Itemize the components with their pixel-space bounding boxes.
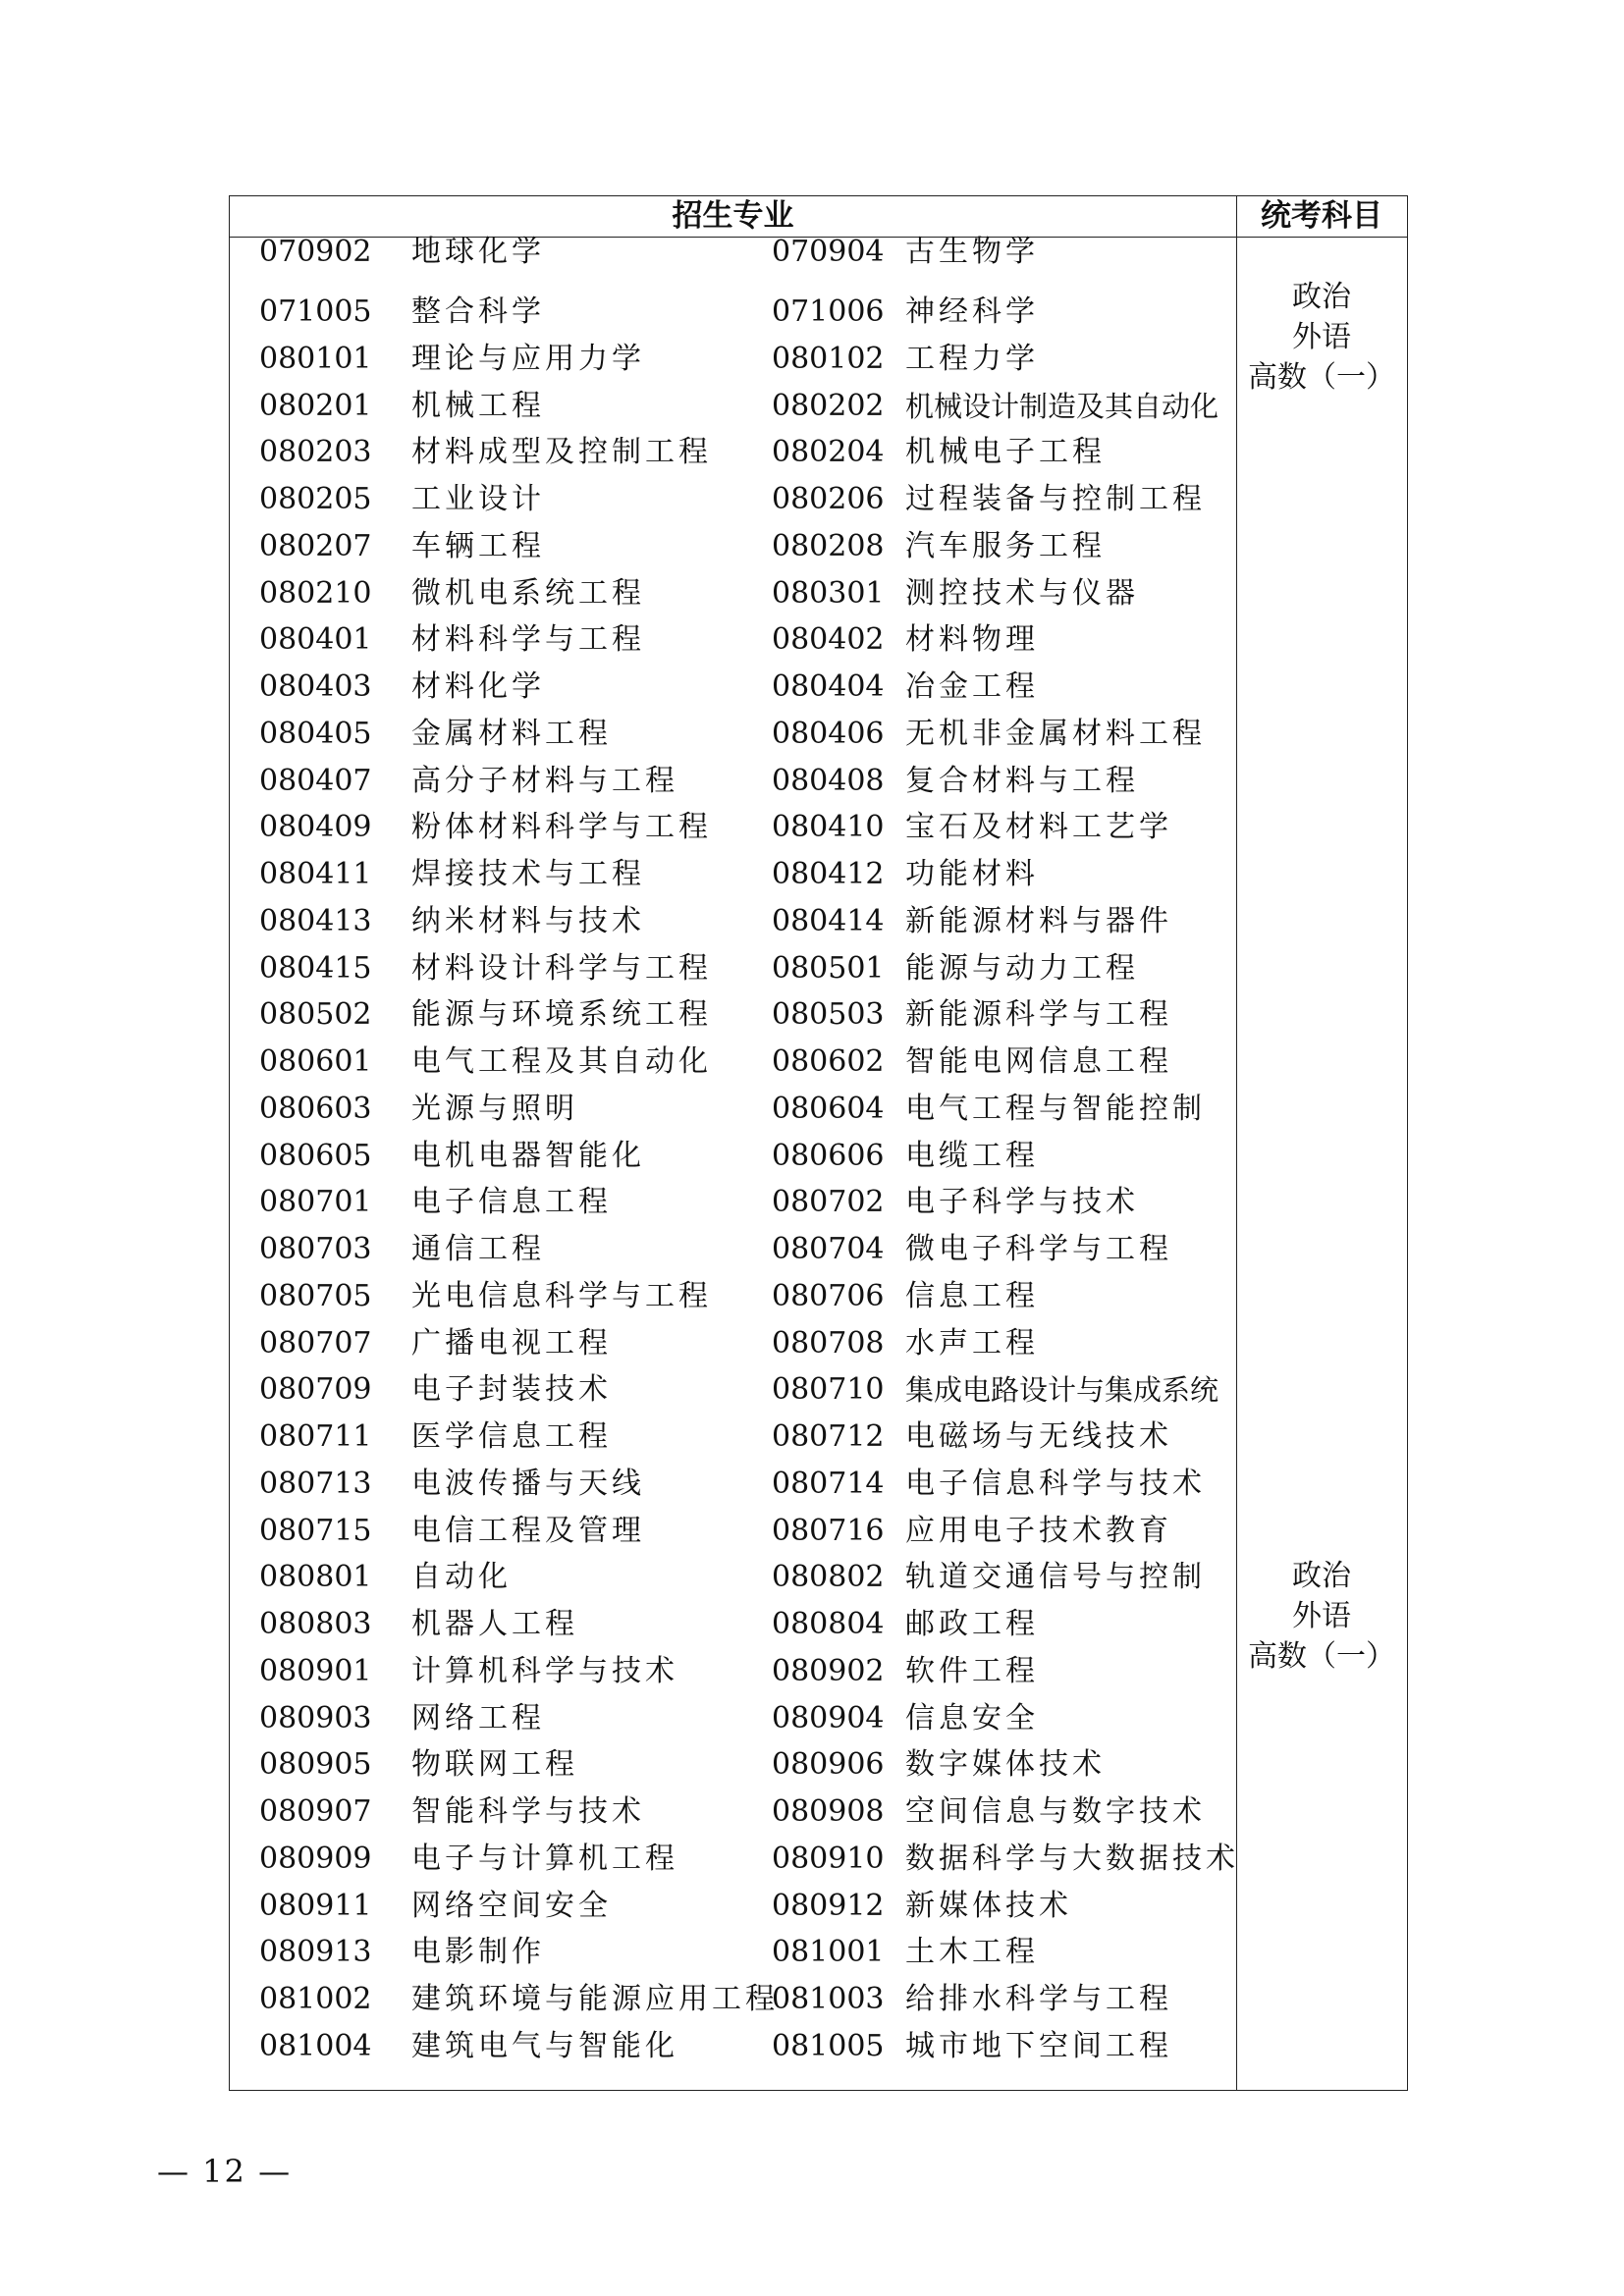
major-name: 宝石及材料工艺学: [905, 810, 1172, 844]
major-code: 080604: [772, 1092, 885, 1126]
major-name: 应用电子技术教育: [905, 1514, 1172, 1548]
major-name: 给排水科学与工程: [905, 1982, 1172, 2016]
major-code: 080904: [772, 1701, 885, 1735]
major-name: 计算机科学与技术: [411, 1654, 678, 1688]
major-name: 纳米材料与技术: [411, 904, 645, 938]
major-code: 080204: [772, 435, 885, 469]
major-code: 080606: [772, 1139, 885, 1173]
major-name: 城市地下空间工程: [905, 2029, 1172, 2063]
major-code: 080912: [772, 1889, 885, 1923]
major-code: 080703: [259, 1232, 372, 1266]
major-code: 080910: [772, 1842, 885, 1876]
subject-line: 高数（一）: [1248, 1639, 1395, 1674]
major-name: 信息工程: [905, 1279, 1039, 1313]
major-name: 过程装备与控制工程: [905, 482, 1206, 516]
major-name: 能源与动力工程: [905, 951, 1139, 986]
subject-block-2: [1236, 1556, 1407, 1677]
major-code: 080715: [259, 1514, 372, 1548]
major-name: 光源与照明: [411, 1092, 578, 1126]
major-code: 081001: [772, 1935, 885, 1969]
page-number: — 12 —: [157, 2153, 293, 2190]
major-name: 材料科学与工程: [411, 622, 645, 657]
major-name: 软件工程: [905, 1654, 1039, 1688]
major-code: 080603: [259, 1092, 372, 1126]
major-name: 冶金工程: [905, 669, 1039, 704]
major-name: 邮政工程: [905, 1607, 1039, 1641]
major-code: 080602: [772, 1044, 885, 1079]
major-name: 电气工程与智能控制: [905, 1092, 1206, 1126]
major-name: 轨道交通信号与控制: [905, 1560, 1206, 1594]
major-name: 电气工程及其自动化: [411, 1044, 712, 1079]
major-name: 电信工程及管理: [411, 1514, 645, 1548]
major-code: 080207: [259, 529, 372, 563]
major-name: 微机电系统工程: [411, 576, 645, 611]
major-code: 080401: [259, 622, 372, 657]
major-code: 081002: [259, 1982, 372, 2016]
major-code: 080707: [259, 1326, 372, 1361]
major-code: 081003: [772, 1982, 885, 2016]
major-name: 光电信息科学与工程: [411, 1279, 712, 1313]
major-code: 080208: [772, 529, 885, 563]
major-name: 集成电路设计与集成系统: [905, 1373, 1219, 1407]
major-name: 焊接技术与工程: [411, 857, 645, 891]
major-code: 080412: [772, 857, 885, 891]
major-code: 080301: [772, 576, 885, 611]
major-code: 080706: [772, 1279, 885, 1313]
major-name: 整合科学: [411, 294, 545, 329]
major-code: 080907: [259, 1794, 372, 1829]
major-name: 微电子科学与工程: [905, 1232, 1172, 1266]
major-code: 080903: [259, 1701, 372, 1735]
majors-table: [229, 195, 1408, 2091]
major-code: 080905: [259, 1747, 372, 1782]
major-code: 080908: [772, 1794, 885, 1829]
subject-line: 政治: [1292, 1559, 1351, 1593]
major-code: 081005: [772, 2029, 885, 2063]
major-name: 无机非金属材料工程: [905, 717, 1206, 751]
major-code: 080701: [259, 1185, 372, 1219]
major-name: 电波传播与天线: [411, 1467, 645, 1501]
major-code: 080409: [259, 810, 372, 844]
major-name: 数据科学与大数据技术: [905, 1842, 1239, 1876]
major-code: 080710: [772, 1372, 885, 1407]
major-code: 080605: [259, 1139, 372, 1173]
major-name: 电缆工程: [905, 1139, 1039, 1173]
major-code: 080407: [259, 764, 372, 798]
major-code: 080414: [772, 904, 885, 938]
major-name: 新能源科学与工程: [905, 997, 1172, 1032]
major-name: 建筑环境与能源应用工程: [411, 1982, 779, 2016]
subject-line: 外语: [1292, 1599, 1351, 1633]
major-code: 080702: [772, 1185, 885, 1219]
major-name: 汽车服务工程: [905, 529, 1106, 563]
major-name: 智能电网信息工程: [905, 1044, 1172, 1079]
major-code: 080210: [259, 576, 372, 611]
major-name: 信息安全: [905, 1701, 1039, 1735]
major-code: 080902: [772, 1654, 885, 1688]
major-code: 080501: [772, 951, 885, 986]
major-code: 080712: [772, 1419, 885, 1454]
major-name: 工程力学: [905, 342, 1039, 376]
major-code: 080909: [259, 1842, 372, 1876]
major-name: 功能材料: [905, 857, 1039, 891]
major-code: 080406: [772, 717, 885, 751]
major-name: 金属材料工程: [411, 717, 612, 751]
major-name: 古生物学: [905, 235, 1039, 269]
major-code: 080205: [259, 482, 372, 516]
major-code: 080102: [772, 342, 885, 376]
subject-line: 高数（一）: [1248, 360, 1395, 395]
major-code: 080801: [259, 1560, 372, 1594]
major-name: 复合材料与工程: [905, 764, 1139, 798]
column-divider: [1236, 196, 1237, 2090]
major-code: 080404: [772, 669, 885, 704]
major-name: 工业设计: [411, 482, 545, 516]
major-name: 网络空间安全: [411, 1889, 612, 1923]
major-name: 物联网工程: [411, 1747, 578, 1782]
major-name: 测控技术与仪器: [905, 576, 1139, 611]
major-code: 080206: [772, 482, 885, 516]
major-name: 电子封装技术: [411, 1372, 612, 1407]
major-code: 071006: [772, 294, 885, 329]
major-name: 机械工程: [411, 389, 545, 423]
major-code: 080711: [259, 1419, 372, 1454]
major-name: 水声工程: [905, 1326, 1039, 1361]
major-code: 080203: [259, 435, 372, 469]
major-code: 080502: [259, 997, 372, 1032]
subject-line: 政治: [1292, 280, 1351, 314]
major-name: 电子信息科学与技术: [905, 1467, 1206, 1501]
major-name: 高分子材料与工程: [411, 764, 678, 798]
major-code: 080704: [772, 1232, 885, 1266]
major-name: 自动化: [411, 1560, 512, 1594]
header-major: 招生专业: [672, 198, 794, 234]
major-code: 071005: [259, 294, 372, 329]
major-code: 070904: [772, 235, 885, 269]
major-name: 理论与应用力学: [411, 342, 645, 376]
major-name: 电影制作: [411, 1935, 545, 1969]
major-name: 建筑电气与智能化: [411, 2029, 678, 2063]
major-code: 080911: [259, 1889, 372, 1923]
major-name: 材料设计科学与工程: [411, 951, 712, 986]
major-code: 080906: [772, 1747, 885, 1782]
major-code: 080403: [259, 669, 372, 704]
major-name: 车辆工程: [411, 529, 545, 563]
major-name: 粉体材料科学与工程: [411, 810, 712, 844]
major-name: 数字媒体技术: [905, 1747, 1106, 1782]
major-name: 电子科学与技术: [905, 1185, 1139, 1219]
major-code: 080415: [259, 951, 372, 986]
major-code: 080405: [259, 717, 372, 751]
major-code: 080713: [259, 1467, 372, 1501]
major-name: 电机电器智能化: [411, 1139, 645, 1173]
major-name: 神经科学: [905, 294, 1039, 329]
major-name: 材料成型及控制工程: [411, 435, 712, 469]
major-name: 新能源材料与器件: [905, 904, 1172, 938]
major-name: 网络工程: [411, 1701, 545, 1735]
major-name: 医学信息工程: [411, 1419, 612, 1454]
major-code: 080201: [259, 389, 372, 423]
major-code: 080901: [259, 1654, 372, 1688]
major-code: 080101: [259, 342, 372, 376]
major-name: 材料化学: [411, 669, 545, 704]
major-code: 080913: [259, 1935, 372, 1969]
major-name: 能源与环境系统工程: [411, 997, 712, 1032]
header-subjects: 统考科目: [1261, 198, 1382, 234]
major-code: 080202: [772, 389, 885, 423]
major-name: 地球化学: [411, 235, 545, 269]
major-code: 080503: [772, 997, 885, 1032]
major-code: 070902: [259, 235, 372, 269]
major-name: 机器人工程: [411, 1607, 578, 1641]
major-code: 080601: [259, 1044, 372, 1079]
subject-block-1: [1236, 277, 1407, 398]
subject-line: 外语: [1292, 320, 1351, 354]
major-name: 机械电子工程: [905, 435, 1106, 469]
major-code: 080802: [772, 1560, 885, 1594]
major-name: 通信工程: [411, 1232, 545, 1266]
major-name: 机械设计制造及其自动化: [905, 390, 1219, 423]
major-name: 新媒体技术: [905, 1889, 1072, 1923]
major-name: 电子与计算机工程: [411, 1842, 678, 1876]
major-code: 080411: [259, 857, 372, 891]
major-name: 空间信息与数字技术: [905, 1794, 1206, 1829]
major-code: 080708: [772, 1326, 885, 1361]
major-code: 080408: [772, 764, 885, 798]
major-name: 广播电视工程: [411, 1326, 612, 1361]
major-name: 电磁场与无线技术: [905, 1419, 1172, 1454]
major-code: 081004: [259, 2029, 372, 2063]
major-code: 080716: [772, 1514, 885, 1548]
major-code: 080705: [259, 1279, 372, 1313]
major-name: 智能科学与技术: [411, 1794, 645, 1829]
major-name: 材料物理: [905, 622, 1039, 657]
major-code: 080402: [772, 622, 885, 657]
major-code: 080413: [259, 904, 372, 938]
major-code: 080803: [259, 1607, 372, 1641]
major-code: 080714: [772, 1467, 885, 1501]
major-name: 土木工程: [905, 1935, 1039, 1969]
major-name: 电子信息工程: [411, 1185, 612, 1219]
major-code: 080709: [259, 1372, 372, 1407]
major-code: 080410: [772, 810, 885, 844]
major-code: 080804: [772, 1607, 885, 1641]
